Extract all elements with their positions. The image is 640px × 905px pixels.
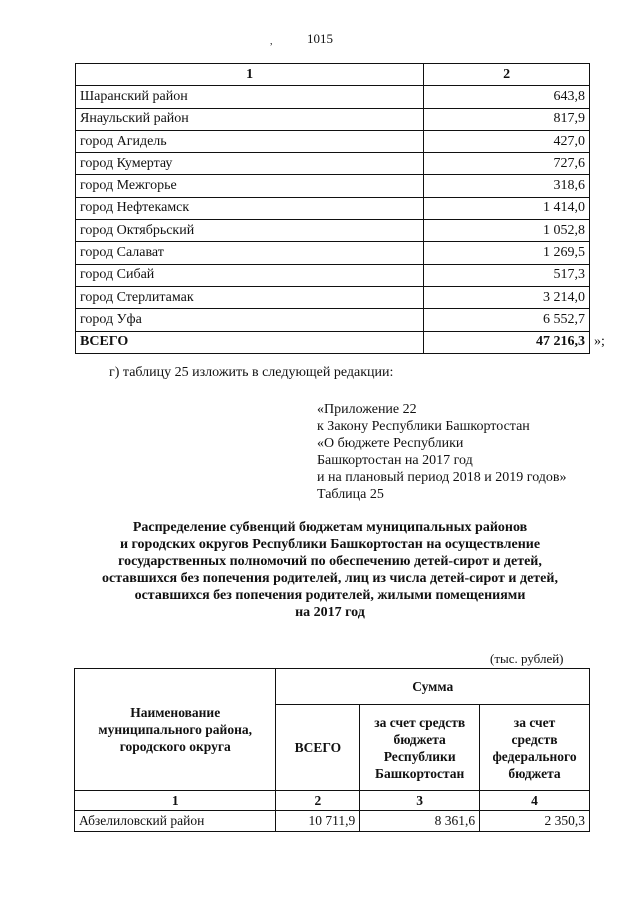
column-header-name xyxy=(75,669,276,791)
row-value: 1 052,8 xyxy=(424,220,590,242)
title-line: оставшихся без попечения родителей, лиц из числа детей-сирот и детей, xyxy=(102,571,558,586)
table-row xyxy=(75,811,590,832)
row-name: Янаульский район xyxy=(76,108,424,130)
appendix-line: «О бюджете Республики xyxy=(317,436,464,451)
header-line: федерального xyxy=(492,748,577,764)
row-value: 427,0 xyxy=(424,130,590,152)
table-row xyxy=(76,309,590,331)
header-line: за счет xyxy=(513,714,556,730)
table-row xyxy=(76,286,590,308)
table-closing-quote: »; xyxy=(594,334,605,349)
total-value: 47 216,3 xyxy=(424,331,590,353)
column-number: 1 xyxy=(75,791,276,811)
row-name: город Сибай xyxy=(76,264,424,286)
table-row xyxy=(76,220,590,242)
table-row xyxy=(76,175,590,197)
table-row xyxy=(76,197,590,219)
row-value: 643,8 xyxy=(424,86,590,108)
row-regional: 8 361,6 xyxy=(360,811,480,832)
column-header-regional xyxy=(360,705,480,791)
total-label: ВСЕГО xyxy=(76,331,424,353)
row-value: 318,6 xyxy=(424,175,590,197)
instruction-text: г) таблицу 25 изложить в следующей редакции: xyxy=(109,365,394,380)
appendix-reference xyxy=(317,401,567,503)
row-name: город Салават xyxy=(76,242,424,264)
row-name: город Стерлитамак xyxy=(76,286,424,308)
table-row xyxy=(76,108,590,130)
title-line: государственных полномочий по обеспечению детей-сирот и детей, xyxy=(118,554,542,569)
table-row xyxy=(76,130,590,152)
table-row xyxy=(76,242,590,264)
row-value: 517,3 xyxy=(424,264,590,286)
row-value: 3 214,0 xyxy=(424,286,590,308)
row-name: Абзелиловский район xyxy=(75,811,276,832)
units-label: (тыс. рублей) xyxy=(490,651,564,666)
row-name: город Октябрьский xyxy=(76,220,424,242)
row-name: город Уфа xyxy=(76,309,424,331)
appendix-line: Таблица 25 xyxy=(317,487,384,502)
table-header-row xyxy=(76,64,590,86)
row-value: 6 552,7 xyxy=(424,309,590,331)
header-line: Республики xyxy=(383,748,456,764)
table-row xyxy=(76,153,590,175)
stray-mark: , xyxy=(270,36,273,47)
column-header: 1 xyxy=(76,64,424,86)
title-line: на 2017 год xyxy=(295,605,365,620)
row-name: город Агидель xyxy=(76,130,424,152)
table-row xyxy=(76,86,590,108)
header-line: муниципального района, xyxy=(98,722,252,737)
row-value: 1 269,5 xyxy=(424,242,590,264)
header-line: Наименование xyxy=(130,705,221,720)
column-number: 2 xyxy=(276,791,360,811)
row-value: 727,6 xyxy=(424,153,590,175)
row-value: 817,9 xyxy=(424,108,590,130)
column-number: 4 xyxy=(480,791,590,811)
header-line: средств xyxy=(511,731,558,747)
document-title xyxy=(80,519,580,621)
title-line: оставшихся без попечения родителей, жилыми помещениями xyxy=(134,588,526,603)
table-row xyxy=(76,264,590,286)
column-header: 2 xyxy=(424,64,590,86)
header-line: бюджета xyxy=(393,731,446,747)
distribution-table xyxy=(74,668,590,832)
page-number: 1015 xyxy=(307,31,333,46)
column-header-total: ВСЕГО xyxy=(276,705,360,791)
column-number-row xyxy=(75,791,590,811)
row-federal: 2 350,3 xyxy=(480,811,590,832)
title-line: Распределение субвенций бюджетам муниципальных районов xyxy=(132,520,528,535)
title-line: и городских округов Республики Башкортостан на осуществление xyxy=(119,537,541,552)
column-header-sum: Сумма xyxy=(276,669,590,705)
row-name: Шаранский район xyxy=(76,86,424,108)
appendix-line: и на плановый период 2018 и 2019 годов» xyxy=(317,470,567,485)
header-line: за счет средств xyxy=(374,714,466,730)
row-name: город Кумертау xyxy=(76,153,424,175)
table-header-row xyxy=(75,669,590,705)
header-line: бюджета xyxy=(508,765,561,781)
header-line: городского округа xyxy=(119,739,231,754)
column-header-federal xyxy=(480,705,590,791)
row-total: 10 711,9 xyxy=(276,811,360,832)
total-row xyxy=(76,331,590,353)
appendix-line: к Закону Республики Башкортостан xyxy=(317,419,530,434)
row-name: город Нефтекамск xyxy=(76,197,424,219)
row-value: 1 414,0 xyxy=(424,197,590,219)
appendix-line: Башкортостан на 2017 год xyxy=(317,453,473,468)
top-table xyxy=(75,63,590,354)
appendix-line: «Приложение 22 xyxy=(317,402,417,417)
column-number: 3 xyxy=(360,791,480,811)
row-name: город Межгорье xyxy=(76,175,424,197)
header-line: Башкортостан xyxy=(375,765,465,781)
